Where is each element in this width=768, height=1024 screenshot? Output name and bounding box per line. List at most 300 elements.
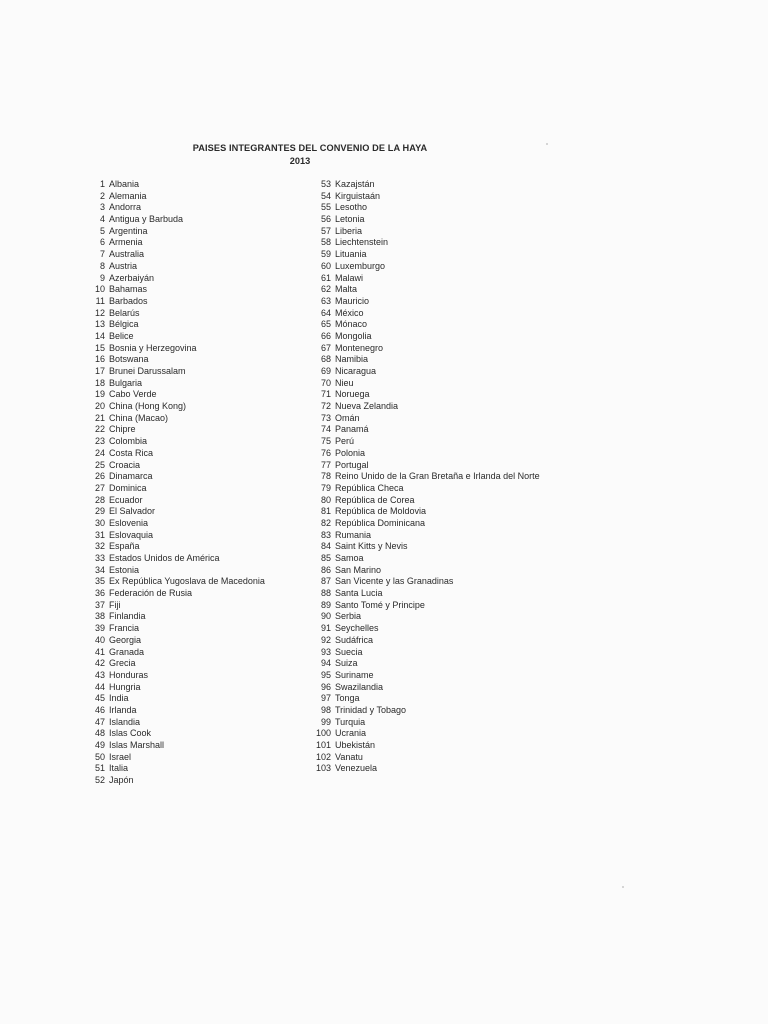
item-number: 56: [320, 214, 331, 225]
list-item: [80, 647, 265, 659]
list-item: [306, 611, 540, 623]
list-item: [306, 214, 540, 226]
list-item: [80, 214, 265, 226]
list-item: [80, 553, 265, 565]
country-name: Bélgica: [109, 319, 139, 330]
item-number: 66: [320, 330, 331, 341]
country-name: San Marino: [335, 564, 382, 575]
list-item: [306, 728, 540, 740]
country-name: Ex República Yugoslava de Macedonia: [109, 576, 265, 587]
item-number: 50: [94, 751, 105, 762]
country-name: Italia: [109, 763, 129, 774]
country-name: Irlanda: [109, 704, 137, 715]
scan-speck: [546, 143, 548, 145]
country-name: Chipre: [109, 424, 136, 435]
item-number: 82: [320, 517, 331, 528]
item-number: 67: [320, 342, 331, 353]
item-number: 97: [320, 693, 331, 704]
item-number: 19: [94, 389, 105, 400]
item-number: 23: [94, 436, 105, 447]
document-title: PAISES INTEGRANTES DEL CONVENIO DE LA HAYA: [192, 143, 428, 153]
item-number: 21: [94, 412, 105, 423]
list-item: [306, 460, 540, 472]
list-item: [306, 670, 540, 682]
item-number: 20: [94, 401, 105, 412]
item-number: 41: [94, 646, 105, 657]
country-list-left: [80, 179, 265, 787]
item-number: 71: [320, 389, 331, 400]
item-number: 95: [320, 669, 331, 680]
list-item: [80, 331, 265, 343]
item-number: 13: [94, 319, 105, 330]
list-item: [306, 600, 540, 612]
item-number: 5: [99, 225, 105, 236]
country-name: Ubekistán: [335, 740, 376, 750]
list-item: [306, 436, 540, 448]
item-number: 96: [320, 681, 331, 692]
country-name: Nicaragua: [335, 366, 377, 376]
country-name: Botswana: [109, 354, 149, 365]
country-name: Argentina: [109, 225, 148, 236]
item-number: 98: [320, 704, 331, 715]
country-name: Costa Rica: [109, 447, 154, 458]
item-number: 72: [320, 401, 331, 412]
item-number: 51: [94, 763, 105, 774]
list-item: [80, 693, 265, 705]
country-name: Austria: [109, 260, 138, 271]
item-number: 62: [320, 284, 331, 295]
country-name: España: [109, 541, 140, 552]
item-number: 48: [94, 728, 105, 739]
list-item: [80, 460, 265, 472]
list-item: [80, 740, 265, 752]
country-name: Dinamarca: [109, 471, 153, 482]
item-number: 52: [94, 775, 105, 786]
list-item: [306, 448, 540, 460]
list-item: [306, 471, 540, 483]
item-number: 90: [320, 611, 331, 622]
list-item: [80, 670, 265, 682]
list-item: [306, 179, 540, 191]
list-item: [306, 389, 540, 401]
item-number: 64: [320, 307, 331, 318]
country-name: El Salvador: [109, 506, 156, 517]
country-list-right: [306, 179, 540, 775]
item-number: 81: [320, 506, 331, 517]
item-number: 75: [320, 436, 331, 447]
item-number: 7: [99, 249, 105, 260]
list-item: [80, 728, 265, 740]
item-number: 88: [320, 588, 331, 599]
country-name: Islas Marshall: [109, 740, 165, 750]
list-item: [306, 506, 540, 518]
item-number: 28: [94, 494, 105, 505]
list-item: [306, 693, 540, 705]
item-number: 9: [99, 272, 105, 283]
list-item: [80, 775, 265, 787]
list-item: [306, 495, 540, 507]
item-number: 32: [94, 541, 105, 552]
list-item: [80, 249, 265, 261]
item-number: 60: [320, 260, 331, 271]
item-number: 44: [94, 681, 105, 692]
item-number: 53: [320, 179, 331, 189]
country-name: Colombia: [109, 436, 148, 447]
country-name: Antigua y Barbuda: [109, 214, 184, 225]
list-item: [306, 308, 540, 320]
list-item: [80, 378, 265, 390]
item-number: 76: [320, 447, 331, 458]
country-name: Finlandia: [109, 611, 146, 622]
country-name: Polonia: [335, 447, 366, 458]
list-item: [80, 448, 265, 460]
item-number: 69: [320, 366, 331, 376]
country-name: Suecia: [335, 646, 363, 657]
list-item: [80, 588, 265, 600]
list-item: [80, 202, 265, 214]
list-item: [80, 191, 265, 203]
list-item: [306, 202, 540, 214]
list-item: [306, 705, 540, 717]
item-number: 80: [320, 494, 331, 505]
list-item: [306, 319, 540, 331]
list-item: [80, 611, 265, 623]
item-number: 94: [320, 658, 331, 669]
country-name: Granada: [109, 646, 145, 657]
country-name: Israel: [109, 751, 132, 762]
list-item: [80, 717, 265, 729]
country-name: Portugal: [335, 459, 369, 470]
country-name: Kirguistaán: [335, 190, 381, 201]
document-year: 2013: [289, 156, 311, 166]
country-name: Azerbaiyán: [109, 272, 155, 283]
item-number: 58: [320, 237, 331, 248]
country-name: Suriname: [335, 669, 374, 680]
list-item: [80, 541, 265, 553]
item-number: 42: [94, 658, 105, 669]
item-number: 36: [94, 588, 105, 599]
item-number: 8: [99, 260, 105, 271]
country-name: Estados Unidos de América: [109, 553, 220, 563]
list-item: [306, 296, 540, 308]
country-name: Barbados: [109, 295, 148, 306]
country-name: Honduras: [109, 669, 149, 680]
item-number: 47: [94, 716, 105, 727]
item-number: 37: [94, 599, 105, 610]
item-number: 46: [94, 704, 105, 715]
country-name: Vanatu: [335, 751, 363, 762]
country-name: Malta: [335, 284, 358, 295]
country-name: China (Hong Kong): [109, 401, 187, 412]
list-item: [306, 635, 540, 647]
country-name: Trinidad y Tobago: [335, 704, 407, 715]
country-name: Turquia: [335, 716, 366, 727]
country-name: Georgia: [109, 634, 142, 645]
list-item: [80, 705, 265, 717]
item-number: 12: [94, 307, 105, 318]
list-item: [306, 354, 540, 366]
list-item: [80, 179, 265, 191]
item-number: 15: [94, 342, 105, 353]
item-number: 70: [320, 377, 331, 388]
list-item: [306, 530, 540, 542]
list-item: [80, 366, 265, 378]
country-name: Liberia: [335, 225, 363, 236]
item-number: 74: [320, 424, 331, 435]
list-item: [80, 682, 265, 694]
list-item: [306, 226, 540, 238]
item-number: 55: [320, 202, 331, 213]
item-number: 35: [94, 576, 105, 587]
country-name: Andorra: [109, 202, 142, 213]
country-name: Perú: [335, 436, 355, 447]
item-number: 68: [320, 354, 331, 365]
item-number: 78: [320, 471, 331, 482]
list-item: [306, 763, 540, 775]
country-name: Alemania: [109, 190, 147, 201]
country-name: Hungria: [109, 681, 141, 692]
item-number: 91: [320, 623, 331, 634]
scan-speck: [622, 886, 624, 888]
item-number: 49: [94, 740, 105, 750]
item-number: 57: [320, 225, 331, 236]
country-name: Mongolia: [335, 330, 372, 341]
list-item: [80, 495, 265, 507]
country-name: Estonia: [109, 564, 140, 575]
list-item: [306, 541, 540, 553]
list-item: [80, 635, 265, 647]
country-name: China (Macao): [109, 412, 169, 423]
list-item: [306, 717, 540, 729]
item-number: 73: [320, 412, 331, 423]
item-number: 26: [94, 471, 105, 482]
item-number: 92: [320, 634, 331, 645]
item-number: 39: [94, 623, 105, 634]
country-name: México: [335, 307, 364, 318]
country-name: India: [109, 693, 129, 704]
item-number: 86: [320, 564, 331, 575]
country-name: Malawi: [335, 272, 364, 283]
list-item: [306, 249, 540, 261]
country-name: Bosnia y Herzegovina: [109, 342, 197, 353]
item-number: 24: [94, 447, 105, 458]
country-name: Islas Cook: [109, 728, 152, 739]
list-item: [80, 389, 265, 401]
list-item: [80, 576, 265, 588]
country-name: Belarús: [109, 307, 140, 318]
item-number: 54: [320, 190, 331, 201]
list-item: [80, 308, 265, 320]
item-number: 18: [94, 377, 105, 388]
item-number: 43: [94, 669, 105, 680]
item-number: 103: [315, 763, 331, 774]
country-name: Ucrania: [335, 728, 367, 739]
country-name: Seychelles: [335, 623, 379, 634]
item-number: 1: [99, 179, 105, 189]
country-name: Rumania: [335, 529, 372, 540]
country-name: Eslovenia: [109, 517, 149, 528]
list-item: [80, 483, 265, 495]
country-name: Nieu: [335, 377, 354, 388]
item-number: 99: [320, 716, 331, 727]
item-number: 33: [94, 553, 105, 563]
country-name: Ecuador: [109, 494, 143, 505]
item-number: 14: [94, 330, 105, 341]
country-name: Kazajstán: [335, 179, 375, 189]
country-name: Montenegro: [335, 342, 384, 353]
item-number: 38: [94, 611, 105, 622]
item-number: 4: [99, 214, 105, 225]
item-number: 22: [94, 424, 105, 435]
country-name: Bulgaria: [109, 377, 143, 388]
list-item: [306, 413, 540, 425]
country-name: Fiji: [109, 599, 121, 610]
list-item: [80, 273, 265, 285]
list-item: [306, 553, 540, 565]
country-name: Santo Tomé y Principe: [335, 599, 425, 610]
country-name: Suiza: [335, 658, 358, 669]
list-item: [306, 658, 540, 670]
list-item: [306, 588, 540, 600]
list-item: [80, 752, 265, 764]
country-name: Belice: [109, 330, 134, 341]
country-name: Panamá: [335, 424, 369, 435]
country-name: Australia: [109, 249, 145, 260]
list-item: [306, 273, 540, 285]
item-number: 89: [320, 599, 331, 610]
country-name: Mónaco: [335, 319, 368, 330]
list-item: [306, 483, 540, 495]
item-number: 65: [320, 319, 331, 330]
list-item: [80, 284, 265, 296]
country-name: Namibia: [335, 354, 369, 365]
country-name: Letonia: [335, 214, 365, 225]
item-number: 77: [320, 459, 331, 470]
list-item: [80, 658, 265, 670]
list-item: [80, 424, 265, 436]
list-item: [306, 366, 540, 378]
country-name: Liechtenstein: [335, 237, 389, 248]
item-number: 93: [320, 646, 331, 657]
item-number: 29: [94, 506, 105, 517]
country-name: Federación de Rusia: [109, 588, 193, 599]
item-number: 102: [315, 751, 331, 762]
item-number: 11: [95, 295, 105, 306]
list-item: [306, 752, 540, 764]
country-name: República de Moldovia: [335, 506, 427, 517]
list-item: [80, 565, 265, 577]
item-number: 45: [94, 693, 105, 704]
item-number: 30: [94, 517, 105, 528]
country-name: Serbia: [335, 611, 362, 622]
country-name: Islandia: [109, 716, 141, 727]
item-number: 34: [94, 564, 105, 575]
list-item: [306, 401, 540, 413]
country-name: San Vicente y las Granadinas: [335, 576, 454, 587]
list-item: [306, 565, 540, 577]
item-number: 79: [320, 482, 331, 493]
country-name: Reino Unido de la Gran Bretaña e Irlanda del Norte: [335, 471, 540, 482]
list-item: [306, 576, 540, 588]
list-item: [306, 518, 540, 530]
item-number: 6: [99, 237, 105, 248]
item-number: 2: [99, 190, 105, 201]
list-item: [80, 226, 265, 238]
item-number: 101: [315, 740, 331, 750]
country-name: Nueva Zelandia: [335, 401, 399, 412]
list-item: [80, 319, 265, 331]
country-name: Samoa: [335, 553, 364, 563]
item-number: 59: [320, 249, 331, 260]
item-number: 61: [320, 272, 331, 283]
country-name: Mauricio: [335, 295, 370, 306]
country-name: Swazilandia: [335, 681, 384, 692]
list-item: [80, 296, 265, 308]
list-item: [80, 401, 265, 413]
country-name: Albania: [109, 179, 140, 189]
country-name: Brunei Darussalam: [109, 366, 186, 376]
item-number: 31: [94, 529, 105, 540]
country-name: República Checa: [335, 482, 404, 493]
list-item: [80, 261, 265, 273]
list-item: [80, 506, 265, 518]
list-item: [80, 436, 265, 448]
item-number: 87: [320, 576, 331, 587]
list-item: [80, 413, 265, 425]
country-name: Santa Lucia: [335, 588, 383, 599]
item-number: 83: [320, 529, 331, 540]
list-item: [80, 237, 265, 249]
list-item: [80, 763, 265, 775]
list-item: [306, 740, 540, 752]
country-name: Venezuela: [335, 763, 378, 774]
country-name: Omán: [335, 412, 360, 423]
country-name: Francia: [109, 623, 140, 634]
list-item: [306, 343, 540, 355]
list-item: [80, 600, 265, 612]
country-name: Dominica: [109, 482, 147, 493]
item-number: 3: [99, 202, 105, 213]
item-number: 100: [315, 728, 331, 739]
country-name: Armenia: [109, 237, 143, 248]
country-name: Eslovaquia: [109, 529, 154, 540]
item-number: 25: [94, 459, 105, 470]
list-item: [306, 261, 540, 273]
country-name: Saint Kitts y Nevis: [335, 541, 408, 552]
list-item: [306, 237, 540, 249]
list-item: [306, 682, 540, 694]
list-item: [306, 623, 540, 635]
country-name: Tonga: [335, 693, 360, 704]
country-name: Luxemburgo: [335, 260, 386, 271]
list-item: [80, 518, 265, 530]
list-item: [80, 471, 265, 483]
country-name: Grecia: [109, 658, 136, 669]
list-item: [80, 343, 265, 355]
item-number: 10: [94, 284, 105, 295]
country-name: Lesotho: [335, 202, 368, 213]
item-number: 40: [94, 634, 105, 645]
country-name: Noruega: [335, 389, 370, 400]
country-name: Japón: [109, 775, 134, 786]
list-item: [306, 331, 540, 343]
list-item: [306, 284, 540, 296]
list-item: [80, 623, 265, 635]
item-number: 84: [320, 541, 331, 552]
country-name: Sudáfrica: [335, 634, 374, 645]
list-item: [80, 530, 265, 542]
country-name: Lituania: [335, 249, 367, 260]
